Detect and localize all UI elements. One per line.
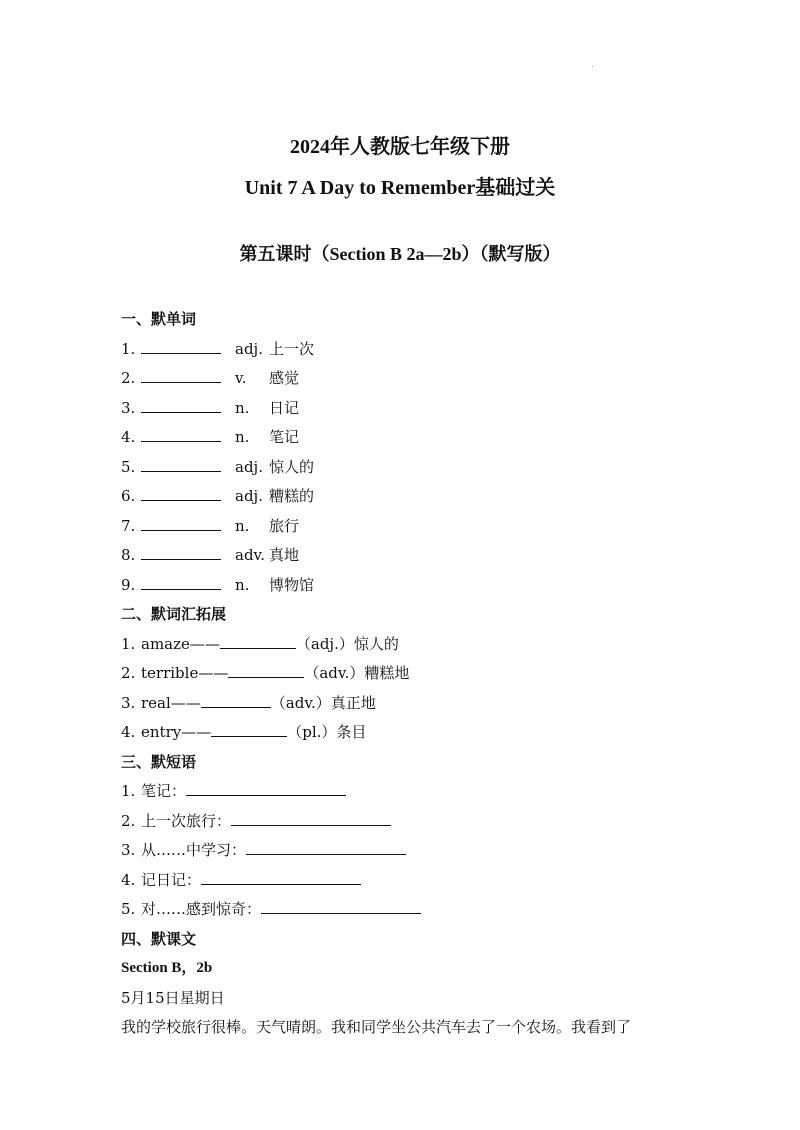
answer-blank[interactable] xyxy=(141,426,221,442)
base-word: terrible—— xyxy=(141,664,229,682)
answer-blank[interactable] xyxy=(186,780,346,796)
answer-blank[interactable] xyxy=(141,397,221,413)
answer-blank[interactable] xyxy=(211,721,287,737)
phrase-prompt: 笔记： xyxy=(141,782,187,800)
derivation-hint: （adv.）糟糕地 xyxy=(304,664,410,682)
part-of-speech: n. xyxy=(235,398,250,417)
answer-blank[interactable] xyxy=(141,544,221,560)
derivation-hint: （pl.）条目 xyxy=(287,723,367,741)
word-item xyxy=(121,394,691,424)
base-word: entry—— xyxy=(141,723,212,741)
phrase-prompt: 对……感到惊奇： xyxy=(141,900,262,918)
answer-blank[interactable] xyxy=(141,338,221,354)
item-number: 5. xyxy=(121,457,136,476)
derivation-item xyxy=(121,718,691,748)
derivation-item xyxy=(121,630,691,660)
unit-title: Unit 7 A Day to Remember基础过关 xyxy=(244,177,556,199)
answer-blank[interactable] xyxy=(246,839,406,855)
phrase-prompt: 上一次旅行： xyxy=(141,811,232,830)
word-item xyxy=(121,571,691,601)
derivation-hint: （adv.）真正地 xyxy=(270,693,376,712)
word-item xyxy=(121,541,691,571)
phrase-list xyxy=(121,777,691,925)
worksheet-body xyxy=(121,305,691,1043)
word-item xyxy=(121,512,691,542)
answer-blank[interactable] xyxy=(201,692,271,708)
derivation-hint: （adj.）惊人的 xyxy=(295,634,399,653)
phrase-item xyxy=(121,895,691,925)
item-number: 3. xyxy=(121,841,136,859)
word-meaning: 惊人的 xyxy=(269,457,315,476)
base-word: amaze—— xyxy=(141,634,220,653)
part-of-speech: adj. xyxy=(235,339,263,358)
item-number: 7. xyxy=(121,516,136,535)
word-item xyxy=(121,482,691,512)
item-number: 4. xyxy=(121,428,136,446)
word-meaning: 糟糕的 xyxy=(269,487,315,505)
word-item xyxy=(121,364,691,394)
word-meaning: 感觉 xyxy=(269,369,300,387)
answer-blank[interactable] xyxy=(220,633,296,649)
part-of-speech: v. xyxy=(235,369,247,387)
answer-blank[interactable] xyxy=(261,898,421,914)
phrase-item xyxy=(121,866,691,896)
part-of-speech: adj. xyxy=(235,457,263,476)
page-speck xyxy=(592,66,593,67)
word-meaning: 旅行 xyxy=(269,516,300,535)
item-number: 2. xyxy=(121,664,136,682)
answer-blank[interactable] xyxy=(228,662,304,678)
text-date: 5月15日星期日 xyxy=(121,988,225,1007)
item-number: 1. xyxy=(121,339,136,358)
item-number: 6. xyxy=(121,487,136,505)
answer-blank[interactable] xyxy=(141,574,221,590)
text-paragraph: 我的学校旅行很棒。天气晴朗。我和同学坐公共汽车去了一个农场。我看到了 xyxy=(121,1018,632,1036)
section2-heading: 二、默词汇拓展 xyxy=(121,605,227,623)
phrase-item xyxy=(121,836,691,866)
item-number: 4. xyxy=(121,870,136,889)
answer-blank[interactable] xyxy=(141,367,221,383)
item-number: 1. xyxy=(121,782,136,800)
phrase-item xyxy=(121,807,691,837)
lesson-title: 第五课时（Section B 2a—2b）（默写版） xyxy=(239,244,561,264)
word-meaning: 日记 xyxy=(269,398,300,417)
phrase-prompt: 记日记： xyxy=(141,870,202,889)
item-number: 2. xyxy=(121,369,136,387)
part-of-speech: adv. xyxy=(235,546,266,564)
word-meaning: 笔记 xyxy=(269,428,300,446)
section1-heading: 一、默单词 xyxy=(121,310,197,328)
item-number: 8. xyxy=(121,546,136,564)
item-number: 1. xyxy=(121,634,136,653)
phrase-prompt: 从……中学习： xyxy=(141,841,247,859)
item-number: 9. xyxy=(121,575,136,594)
answer-blank[interactable] xyxy=(141,485,221,501)
word-meaning: 上一次 xyxy=(269,339,315,358)
part-of-speech: n. xyxy=(235,428,250,446)
answer-blank[interactable] xyxy=(141,515,221,531)
document-title: 2024年人教版七年级下册 xyxy=(290,136,510,158)
word-list xyxy=(121,335,691,601)
derivation-list xyxy=(121,630,691,748)
word-item xyxy=(121,423,691,453)
section4-heading: 四、默课文 xyxy=(121,929,197,948)
part-of-speech: adj. xyxy=(235,487,263,505)
word-meaning: 博物馆 xyxy=(269,575,315,594)
answer-blank[interactable] xyxy=(141,456,221,472)
answer-blank[interactable] xyxy=(201,869,361,885)
part-of-speech: n. xyxy=(235,516,250,535)
item-number: 5. xyxy=(121,900,136,918)
item-number: 3. xyxy=(121,693,136,712)
text-subheading: Section B，2b xyxy=(121,960,213,976)
word-item xyxy=(121,453,691,483)
item-number: 2. xyxy=(121,811,136,830)
derivation-item xyxy=(121,659,691,689)
word-item xyxy=(121,335,691,365)
derivation-item xyxy=(121,689,691,719)
item-number: 4. xyxy=(121,723,136,741)
section3-heading: 三、默短语 xyxy=(121,752,197,771)
base-word: real—— xyxy=(141,693,201,712)
item-number: 3. xyxy=(121,398,136,417)
answer-blank[interactable] xyxy=(231,810,391,826)
word-meaning: 真地 xyxy=(269,546,300,564)
part-of-speech: n. xyxy=(235,575,250,594)
phrase-item xyxy=(121,777,691,807)
